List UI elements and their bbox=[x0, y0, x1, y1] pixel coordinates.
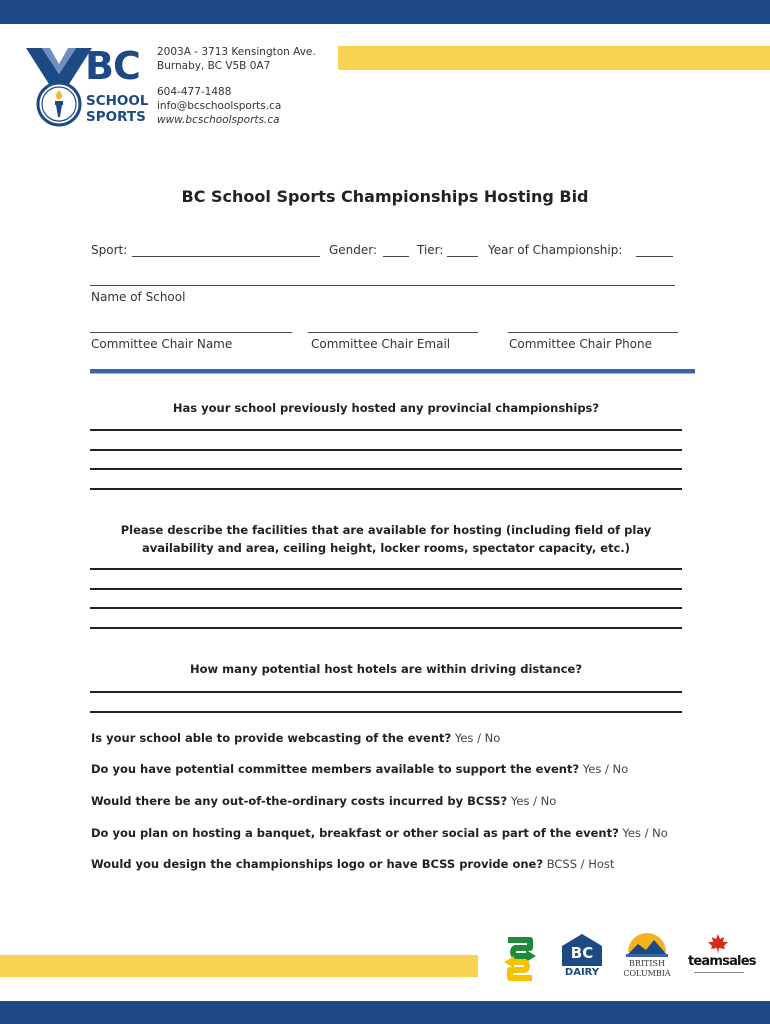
answer-line[interactable] bbox=[90, 711, 682, 713]
year-label: Year of Championship: bbox=[488, 243, 623, 257]
subway-logo bbox=[500, 936, 540, 982]
chair-name-label: Committee Chair Name bbox=[91, 337, 233, 351]
answer-line[interactable] bbox=[90, 627, 682, 629]
answer-line[interactable] bbox=[90, 568, 682, 570]
address-line2: Burnaby, BC V5B 0A7 bbox=[157, 60, 271, 72]
question-text: Would you design the championships logo or have BCSS provide one? bbox=[91, 857, 544, 871]
logo-line2: SPORTS bbox=[86, 109, 146, 125]
bc-gov-line1: BRITISH bbox=[628, 959, 665, 968]
sport-field[interactable] bbox=[132, 256, 320, 257]
question-social-event bbox=[91, 826, 668, 840]
teamsales-rule bbox=[694, 972, 744, 973]
question-text: Is your school able to provide webcasting of the event? bbox=[91, 731, 452, 745]
option-text[interactable]: BCSS / Host bbox=[546, 857, 615, 871]
maple-leaf-icon bbox=[708, 934, 728, 954]
question-text: Would there be any out-of-the-ordinary costs incurred by BCSS? bbox=[91, 794, 508, 808]
answer-line[interactable] bbox=[90, 607, 682, 609]
answer-line[interactable] bbox=[90, 429, 682, 431]
question-logo-design bbox=[91, 857, 614, 871]
top-bar bbox=[0, 0, 770, 24]
year-field[interactable] bbox=[636, 256, 673, 257]
tier-field[interactable] bbox=[447, 256, 478, 257]
tier-label: Tier: bbox=[417, 243, 444, 257]
question-hotels: How many potential host hotels are within driving distance? bbox=[189, 662, 583, 676]
chair-phone-label: Committee Chair Phone bbox=[509, 337, 653, 351]
contact-details bbox=[157, 85, 281, 127]
question-committee-members bbox=[91, 762, 628, 776]
bcss-logo bbox=[24, 44, 154, 128]
bc-dairy-top: BC bbox=[570, 944, 594, 962]
school-field[interactable] bbox=[90, 285, 675, 286]
option-text[interactable]: Yes / No bbox=[454, 731, 501, 745]
question-facilities-line2: availability and area, ceiling height, locker rooms, spectator capacity, etc.) bbox=[141, 541, 631, 555]
question-previous-hosting: Has your school previously hosted any provincial championships? bbox=[172, 401, 600, 415]
page-title: BC School Sports Championships Hosting Bid bbox=[181, 187, 589, 206]
address-line1: 2003A - 3713 Kensington Ave. bbox=[157, 46, 316, 58]
answer-line[interactable] bbox=[90, 468, 682, 470]
chair-email-label: Committee Chair Email bbox=[311, 337, 451, 351]
sport-label: Sport: bbox=[91, 243, 128, 257]
question-facilities-line1: Please describe the facilities that are available for hosting (including field of play bbox=[120, 523, 652, 537]
question-webcasting bbox=[91, 731, 500, 745]
bc-dairy-bottom: DAIRY bbox=[564, 967, 600, 978]
answer-line[interactable] bbox=[90, 588, 682, 590]
phone: 604-477-1488 bbox=[157, 86, 232, 98]
logo-primary-text: BC bbox=[85, 44, 140, 88]
gender-label: Gender: bbox=[329, 243, 378, 257]
teamsales-logo bbox=[688, 934, 756, 980]
bc-dairy-logo bbox=[560, 932, 604, 982]
teamsales-name: teamsales bbox=[688, 954, 756, 969]
logo-line1: SCHOOL bbox=[86, 93, 149, 109]
contact-address bbox=[157, 45, 316, 73]
email: info@bcschoolsports.ca bbox=[157, 100, 282, 112]
gender-field[interactable] bbox=[383, 256, 409, 257]
question-text: Do you plan on hosting a banquet, breakfast or other social as part of the event? bbox=[91, 826, 619, 840]
section-divider bbox=[90, 369, 695, 374]
school-label: Name of School bbox=[91, 290, 186, 304]
british-columbia-logo bbox=[620, 932, 674, 982]
option-text[interactable]: Yes / No bbox=[582, 762, 629, 776]
bc-sun-mountains-icon bbox=[620, 932, 674, 958]
answer-line[interactable] bbox=[90, 691, 682, 693]
chair-email-field[interactable] bbox=[308, 332, 478, 333]
question-text: Do you have potential committee members available to support the event? bbox=[91, 762, 580, 776]
option-text[interactable]: Yes / No bbox=[622, 826, 668, 840]
chair-phone-field[interactable] bbox=[508, 332, 678, 333]
website: www.bcschoolsports.ca bbox=[157, 114, 280, 126]
bc-gov-line2: COLUMBIA bbox=[623, 969, 671, 978]
bottom-bar bbox=[0, 1001, 770, 1024]
footer-accent-bar bbox=[0, 955, 478, 977]
answer-line[interactable] bbox=[90, 488, 682, 490]
header-accent-bar bbox=[338, 46, 770, 70]
answer-line[interactable] bbox=[90, 449, 682, 451]
subway-s-icon bbox=[500, 936, 540, 982]
question-extra-costs bbox=[91, 794, 556, 808]
medal-torch-icon bbox=[24, 44, 94, 128]
chair-name-field[interactable] bbox=[90, 332, 292, 333]
option-text[interactable]: Yes / No bbox=[510, 794, 557, 808]
